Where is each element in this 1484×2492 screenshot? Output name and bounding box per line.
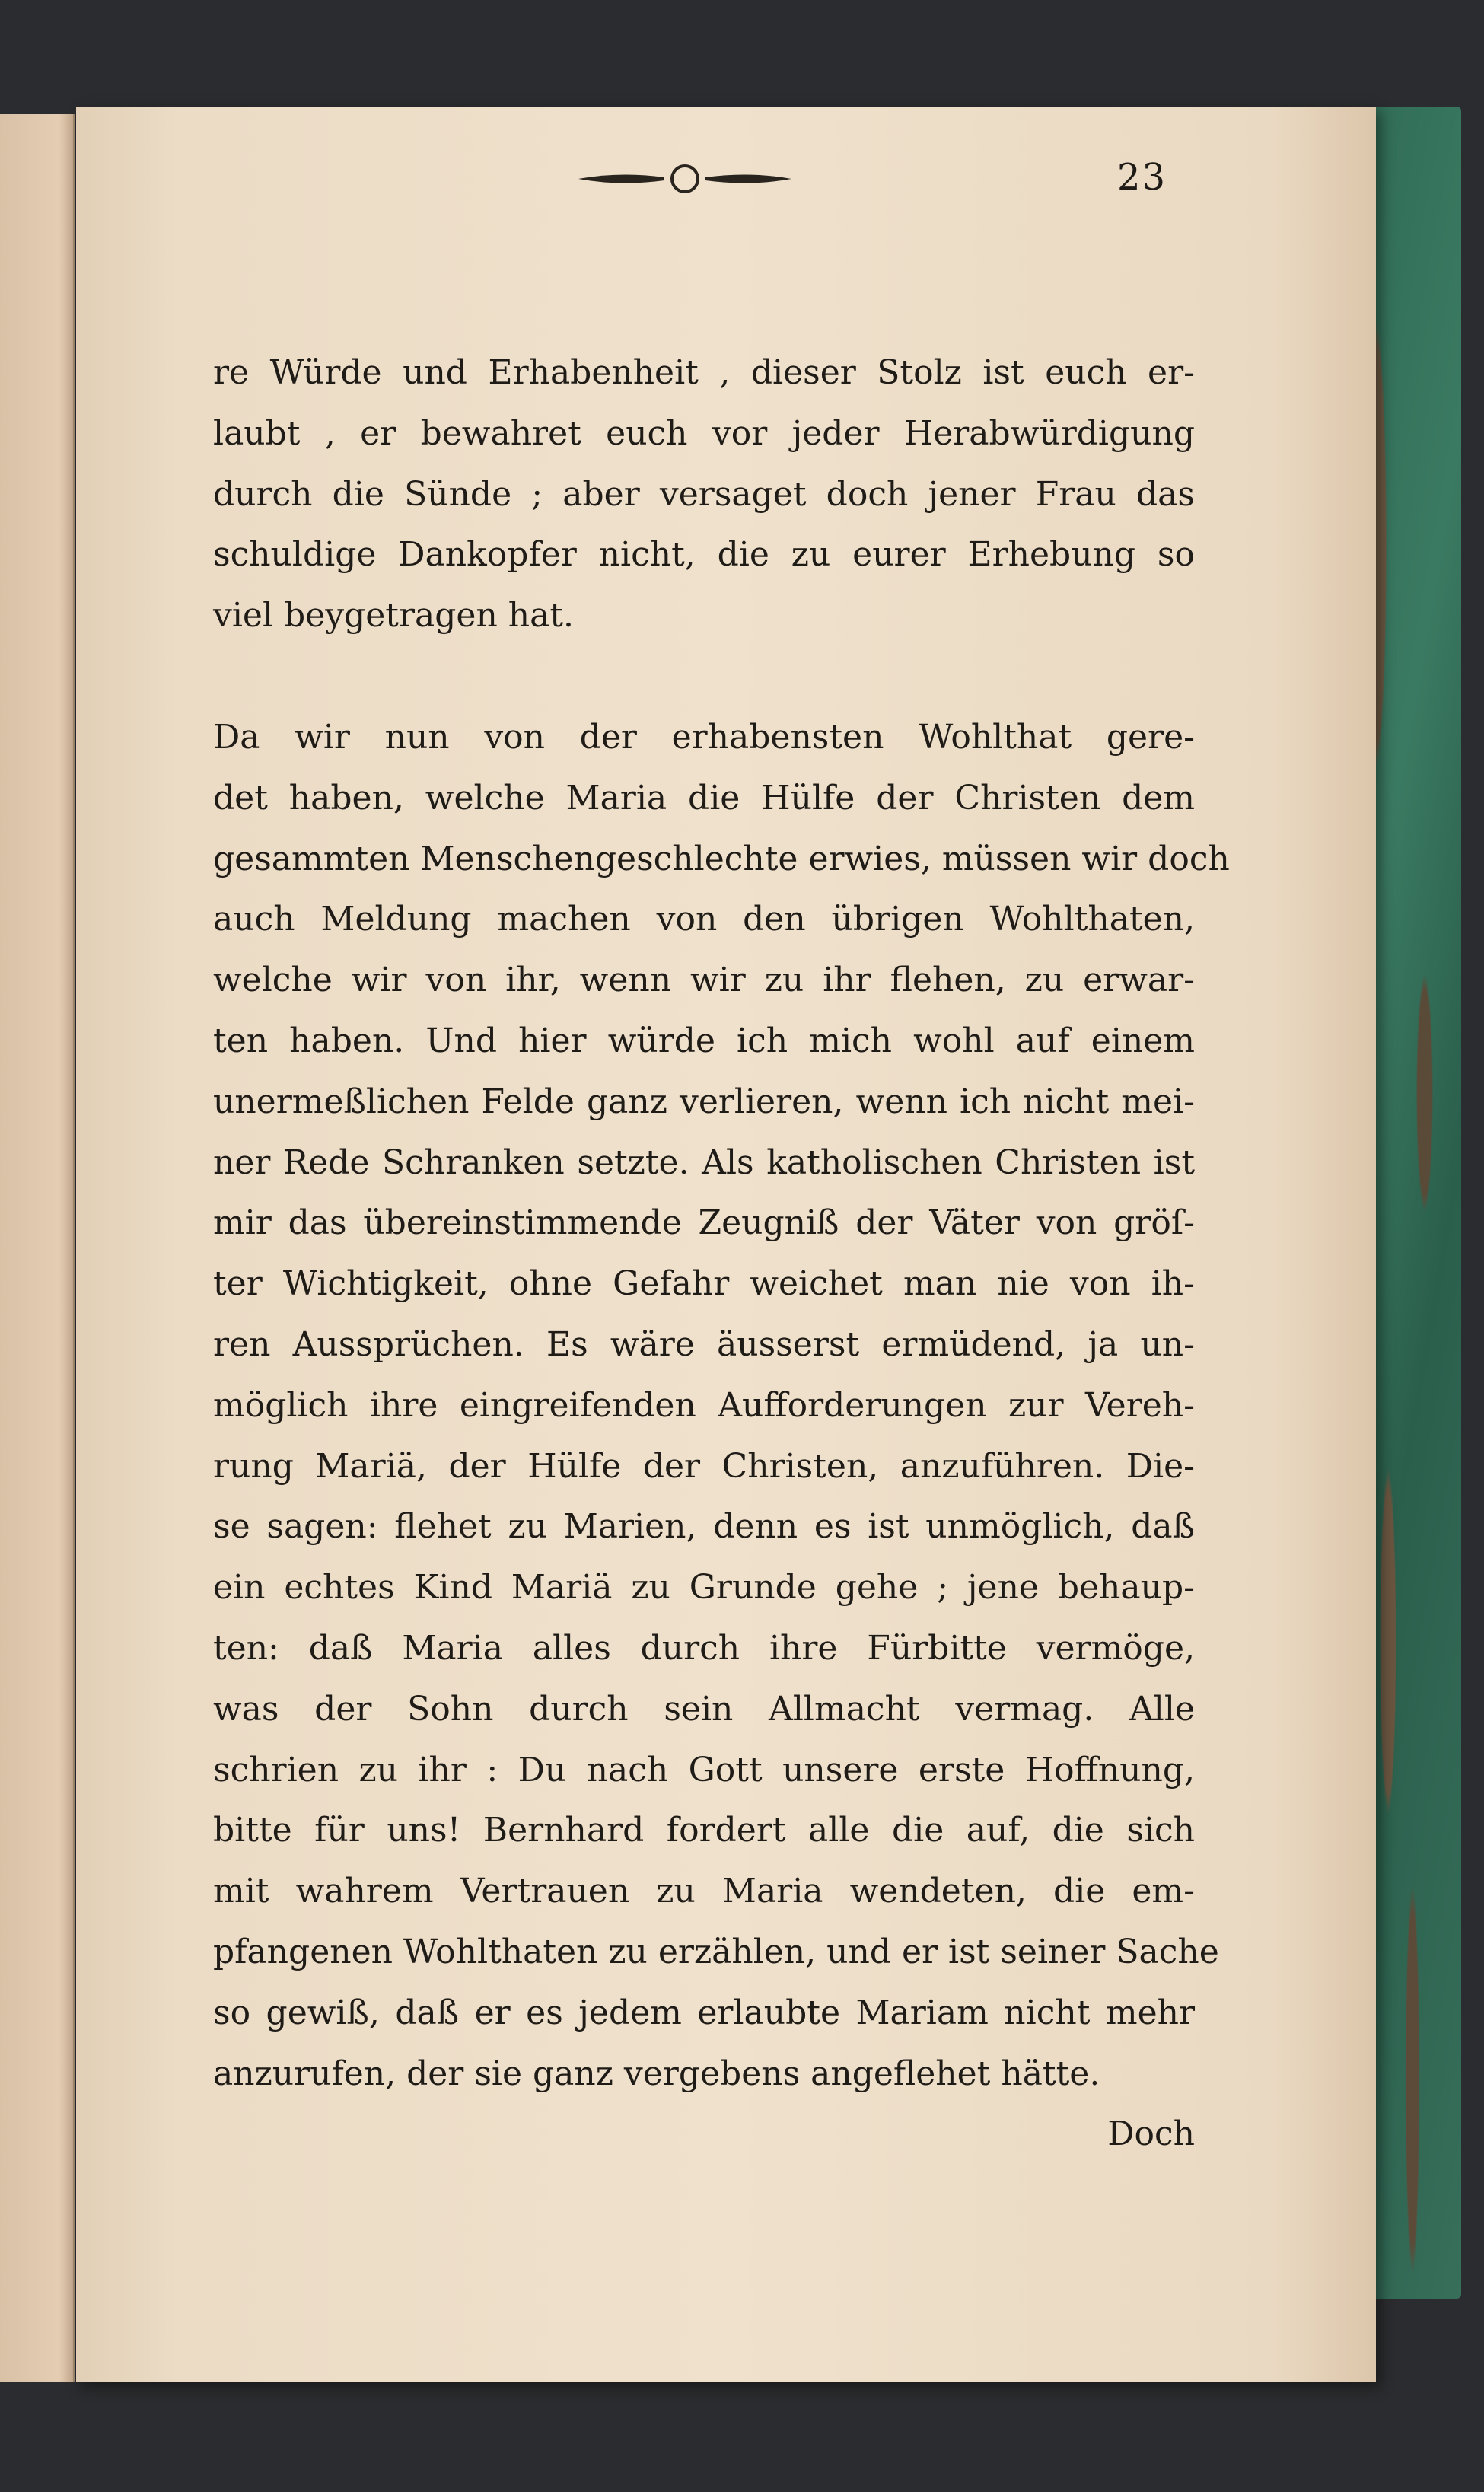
text-line: ter Wichtigkeit, ohne Gefahr weichet man nie von ih-: [213, 1264, 1195, 1304]
text-line: pfangenen Wohlthaten zu erzählen, und er ist seiner Sache: [213, 1932, 1219, 1971]
text-line: re Würde und Erhabenheit , dieser Stolz ist euch er-: [213, 353, 1195, 392]
text-line: schuldige Dankopfer nicht, die zu eurer Erhebung so: [213, 535, 1195, 575]
page-header: [0, 156, 1484, 217]
paragraph-gap: [213, 646, 1195, 707]
text-line: möglich ihre eingreifenden Aufforderungen zur Vereh-: [213, 1385, 1195, 1425]
text-line: durch die Sünde ; aber versaget doch jener Frau das: [213, 474, 1195, 514]
text-line: viel beygetragen hat.: [213, 596, 575, 636]
text-line: was der Sohn durch sein Allmacht vermag. Alle: [213, 1689, 1195, 1729]
text-line: ren Aussprüchen. Es wäre äusserst ermüdend, ja un-: [213, 1324, 1195, 1364]
text-line: so gewiß, daß er es jedem erlaubte Mariam nicht mehr: [213, 1993, 1195, 2032]
text-line: ner Rede Schranken setzte. Als katholischen Christen ist: [213, 1142, 1195, 1182]
text-line: ein echtes Kind Mariä zu Grunde gehe ; jene behaup-: [213, 1568, 1195, 1608]
text-line: rung Mariä, der Hülfe der Christen, anzuführen. Die-: [213, 1446, 1195, 1486]
catchword: Doch: [1107, 2114, 1195, 2154]
text-line: laubt , er bewahret euch vor jeder Herabwürdigung: [213, 413, 1195, 453]
text-line: det haben, welche Maria die Hülfe der Christen dem: [213, 778, 1195, 817]
facing-page-edge: [0, 114, 75, 2382]
text-line: Da wir nun von der erhabensten Wohlthat gere-: [213, 717, 1195, 757]
text-line: auch Meldung machen von den übrigen Wohlthaten,: [213, 900, 1195, 939]
ornament-rule-icon: [575, 156, 795, 202]
text-line: schrien zu ihr : Du nach Gott unsere erste Hoffnung,: [213, 1750, 1195, 1789]
text-line: mir das übereinstimmende Zeugniß der Väter von gröſ-: [213, 1203, 1195, 1243]
page-text: [213, 343, 1230, 2165]
text-line: se sagen: flehet zu Marien, denn es ist unmöglich, daß: [213, 1507, 1195, 1547]
text-line: anzurufen, der sie ganz vergebens angeflehet hätte.: [213, 2054, 1100, 2093]
text-line: bitte für uns! Bernhard fordert alle die auf, die sich: [213, 1811, 1195, 1850]
text-line: gesammten Menschengeschlechte erwies, müssen wir doch: [213, 839, 1230, 878]
text-line: welche wir von ihr, wenn wir zu ihr flehen, zu erwar-: [213, 961, 1195, 1000]
text-line: ten: daß Maria alles durch ihre Fürbitte vermöge,: [213, 1628, 1195, 1668]
page-number: 23: [1117, 156, 1167, 199]
text-line: mit wahrem Vertrauen zu Maria wendeten, die em-: [213, 1872, 1195, 1911]
text-line: unermeßlichen Felde ganz verlieren, wenn ich nicht mei-: [213, 1082, 1195, 1121]
text-line: ten haben. Und hier würde ich mich wohl auf einem: [213, 1021, 1195, 1060]
